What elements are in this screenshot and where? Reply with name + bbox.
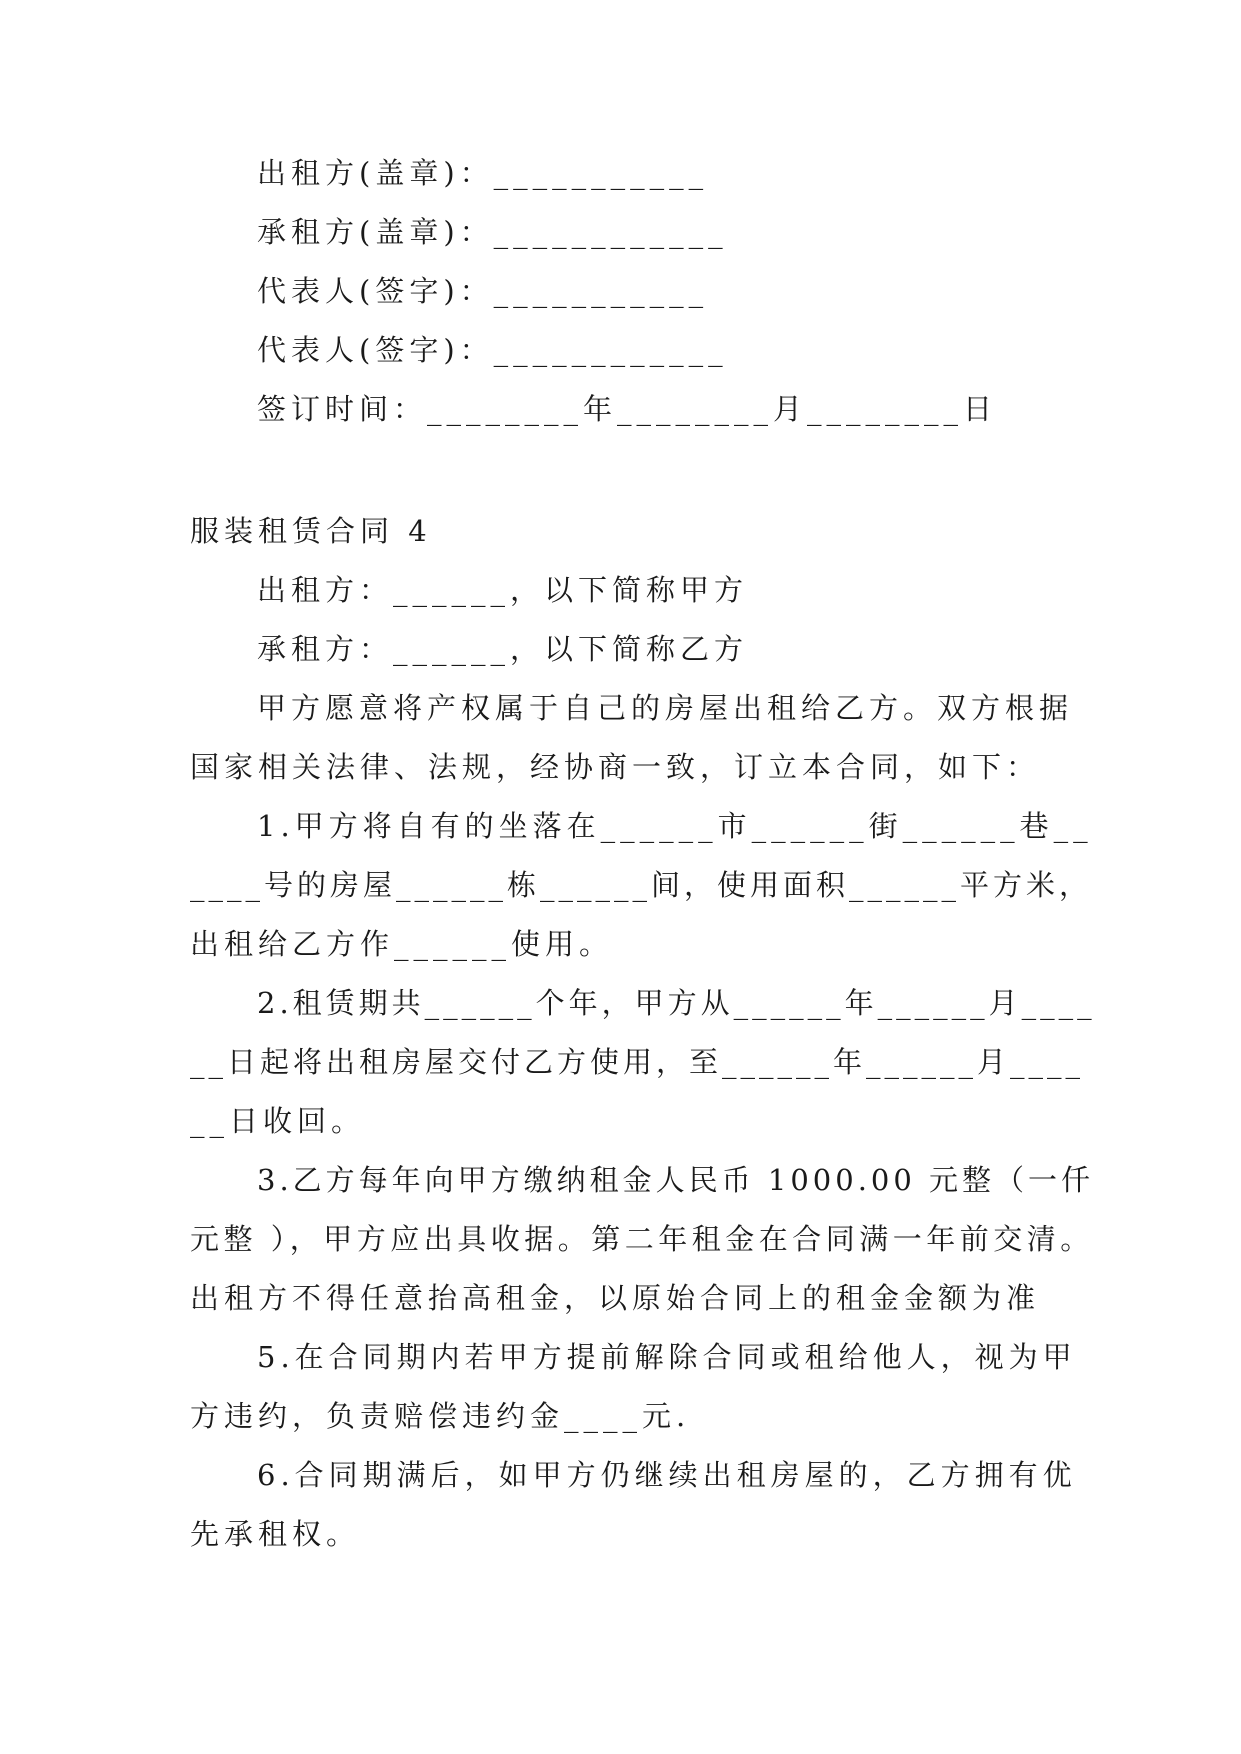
- representative-sign-line-1: 代表人(签字)：___________: [257, 274, 709, 308]
- intro-paragraph-line: 甲方愿意将产权属于自己的房屋出租给乙方。双方根据: [257, 691, 1074, 725]
- clause-1-line: 出租给乙方作______使用。: [190, 927, 614, 961]
- lessee-line: 承租方：______，以下简称乙方: [257, 632, 749, 666]
- clause-5-line: 5.在合同期内若甲方提前解除合同或租给他人，视为甲: [257, 1340, 1077, 1374]
- clause-1-line: 1.甲方将自有的坐落在______市______街______巷__: [257, 809, 1093, 843]
- clause-6-line: 先承租权。: [190, 1517, 361, 1551]
- lessor-line: 出租方：______，以下简称甲方: [257, 573, 749, 607]
- clause-2-line: __日起将出租房屋交付乙方使用，至______年______月____: [190, 1045, 1085, 1079]
- clause-3-line: 出租方不得任意抬高租金，以原始合同上的租金金额为准: [190, 1281, 1041, 1315]
- clause-6-line: 6.合同期满后，如甲方仍继续出租房屋的，乙方拥有优: [257, 1458, 1077, 1492]
- clause-1-line: ____号的房屋______栋______间，使用面积______平方米，: [190, 868, 1093, 902]
- contract-title: 服装租赁合同 4: [190, 514, 432, 548]
- representative-sign-line-2: 代表人(签字)：____________: [257, 333, 728, 367]
- clause-5-line: 方违约，负责赔偿违约金____元.: [190, 1399, 691, 1433]
- clause-3-line: 元整 ），甲方应出具收据。第二年租金在合同满一年前交清。: [190, 1222, 1094, 1256]
- sign-date-line: 签订时间：________年________月________日: [257, 392, 998, 426]
- lessee-seal-line: 承租方(盖章)：____________: [257, 215, 728, 249]
- clause-2-line: 2.租赁期共______个年，甲方从______年______月____: [257, 986, 1096, 1020]
- clause-2-line: __日收回。: [190, 1104, 366, 1138]
- lessor-seal-line: 出租方(盖章)：___________: [257, 156, 709, 190]
- clause-3-line: 3.乙方每年向甲方缴纳租金人民币 1000.00 元整（一仟: [257, 1163, 1095, 1197]
- intro-paragraph-line: 国家相关法律、法规，经协商一致，订立本合同，如下：: [190, 750, 1041, 784]
